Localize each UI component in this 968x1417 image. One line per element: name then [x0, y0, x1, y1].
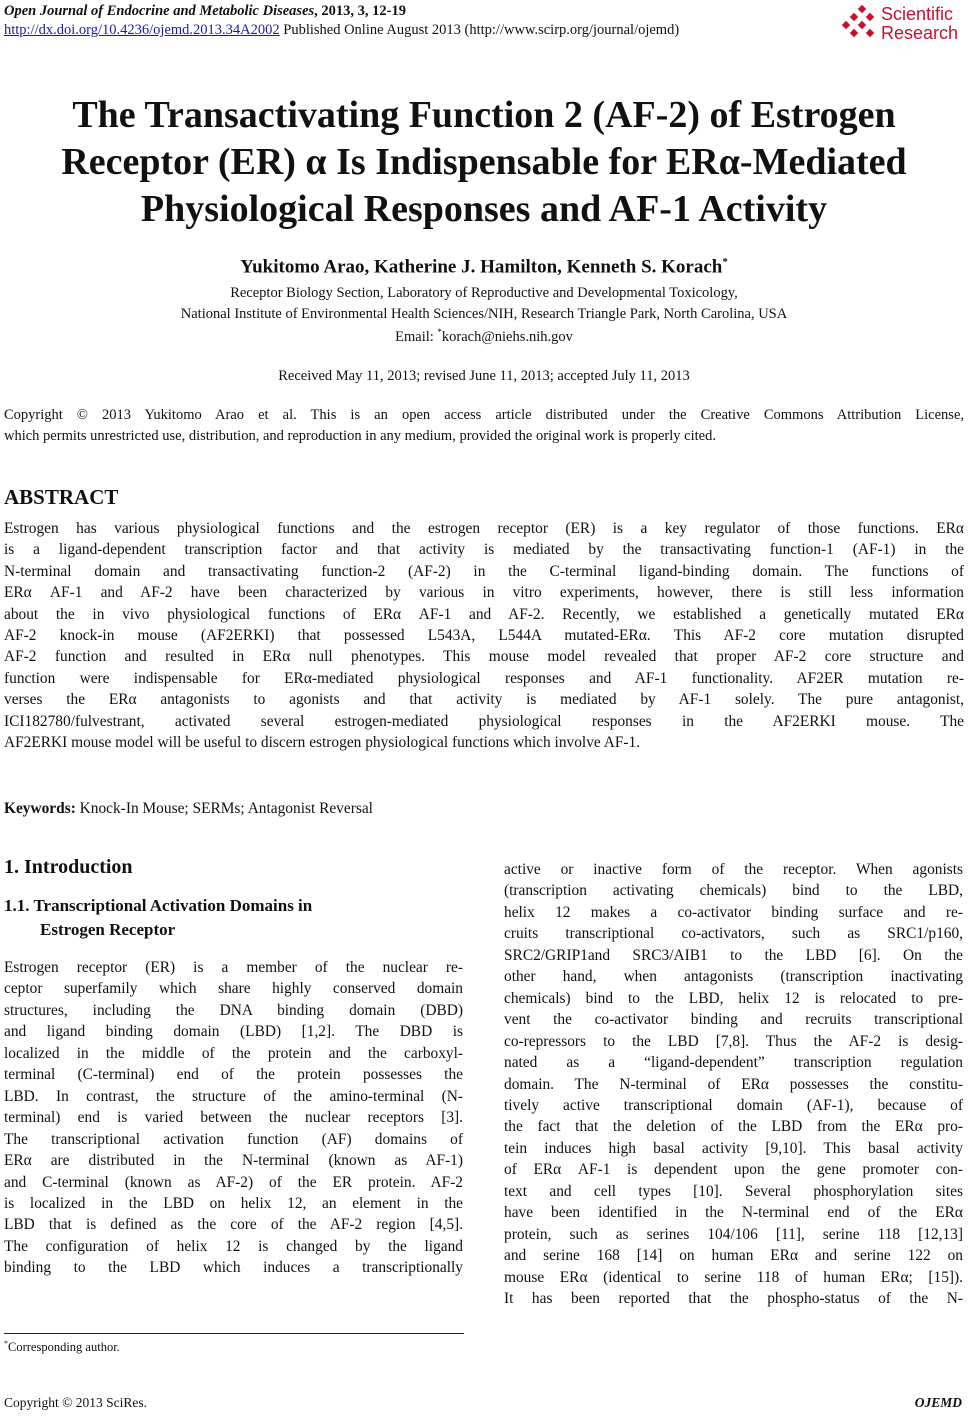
logo-diamond-mark: [858, 21, 866, 29]
body-line: (transcription activating chemicals) bind to the LBD,: [504, 882, 963, 900]
body-line: localized in the middle of the protein and the carboxyl-: [4, 1044, 463, 1062]
body-line: the fact that the deletion of the LBD from the ERα pro-: [504, 1118, 963, 1136]
logo-diamond-mark: [842, 21, 850, 29]
body-line: terminal (C-terminal) end of the protein possesses the: [4, 1066, 463, 1084]
journal-name: Open Journal of Endocrine and Metabolic Diseases: [4, 3, 315, 19]
affiliation-line: National Institute of Environmental Health Sciences/NIH, Research Triangle Park, North Carolina, USA: [180, 306, 788, 322]
body-line: ERα are distributed in the N-terminal (known as AF-1): [4, 1152, 463, 1170]
body-line: LBD. In contrast, the structure of the amino-terminal (N-: [4, 1087, 463, 1105]
corresponding-mark: *: [722, 256, 728, 268]
logo-diamond-mark: [850, 13, 858, 21]
body-line: vent the co-activator binding and recruits transcriptional: [504, 1011, 963, 1029]
body-line: text and cell types [10]. Several phosphorylation sites: [504, 1182, 963, 1200]
body-line: of ERα AF-1 is dependent upon the gene promoter con-: [504, 1161, 963, 1179]
footnote-mark: *: [4, 1339, 8, 1348]
body-line: protein, such as serines 104/106 [11], serine 118 [12,13]: [504, 1225, 963, 1243]
body-line: binding to the LBD which induces a transcriptionally: [4, 1259, 463, 1277]
right-column-text: [504, 859, 963, 1310]
copyright-line: which permits unrestricted use, distribution, and reproduction in any medium, provided the original work is properly cited.: [4, 428, 716, 444]
body-line: chemicals) bind to the LBD, helix 12 is relocated to pre-: [504, 989, 963, 1007]
abstract-body: [4, 518, 964, 753]
abstract-line: function were indispensable for ERα-mediated physiological responses and AF-1 functionality. AF2ER mutation re-: [4, 669, 964, 687]
volume-pages: , 2013, 3, 12-19: [314, 3, 407, 19]
body-line: ceptor superfamily which share highly conserved domain: [4, 980, 463, 998]
abstract-line: AF-2 knock-in mouse (AF2ERKI) that possessed L543A, L544A mutated-ERα. This AF-2 core mutation disrupted: [4, 627, 964, 645]
subsection-heading-continued: Estrogen Receptor: [40, 920, 176, 939]
copyright-notice: [4, 405, 964, 447]
body-line: The configuration of helix 12 is changed by the ligand: [4, 1237, 463, 1255]
logo-diamond-mark: [866, 13, 874, 21]
title-line: Receptor (ER) α Is Indispensable for ERα-Mediated: [61, 141, 907, 183]
abstract-line: is a ligand-dependent transcription factor and that activity is mediated by the transactivating function-1 (AF-1) in the: [4, 541, 964, 559]
published-online: Published Online August 2013 (http://www.scirp.org/journal/ojemd): [279, 22, 680, 38]
section-heading: 1. Introduction: [4, 856, 133, 878]
body-line: cruits transcriptional co-activators, such as SRC1/p160,: [504, 925, 963, 943]
email-line: [0, 327, 968, 346]
body-line: tively active transcriptional domain (AF-1), because of: [504, 1096, 963, 1114]
keywords-text: Knock-In Mouse; SERMs; Antagonist Reversal: [75, 800, 373, 817]
footer-copyright: Copyright © 2013 SciRes.: [4, 1395, 148, 1410]
abstract-line: N-terminal domain and transactivating function-2 (AF-2) in the C-terminal ligand-binding domain. The functions of: [4, 562, 964, 580]
body-line: and serine 168 [14] on human ERα and serine 122 on: [504, 1247, 963, 1265]
body-line: have been identified in the N-terminal end of the ERα: [504, 1204, 963, 1222]
body-line: is localized in the LBD on helix 12, an element in the: [4, 1194, 463, 1212]
keywords: [4, 800, 373, 818]
body-line: domain. The N-terminal of ERα possesses the constitu-: [504, 1075, 963, 1093]
abstract-heading: ABSTRACT: [4, 485, 119, 509]
body-line: and C-terminal (known as AF-2) of the ER protein. AF-2: [4, 1173, 463, 1191]
footnote-text: Corresponding author.: [8, 1340, 120, 1355]
body-line: LBD that is defined as the core of the AF-2 region [4,5].: [4, 1216, 463, 1234]
body-line: Estrogen receptor (ER) is a member of the nuclear re-: [4, 959, 463, 976]
body-line: mouse ERα (identical to serine 118 of human ERα; [15]).: [504, 1268, 963, 1286]
body-line: nated as a “ligand-dependent” transcription regulation: [504, 1054, 963, 1072]
body-line: SRC2/GRIP1and SRC3/AIB1 to the LBD [6]. On the: [504, 946, 963, 964]
email-mark: *: [437, 327, 442, 337]
body-line: co-repressors to the LBD [7,8]. Thus the AF-2 is desig-: [504, 1032, 963, 1050]
body-line: structures, including the DNA binding domain (DBD): [4, 1001, 463, 1019]
subsection-heading: 1.1. Transcriptional Activation Domains in: [4, 896, 313, 915]
logo-text-line-1: Scientific: [881, 4, 954, 24]
left-column-text: [4, 957, 463, 1279]
title-line: Physiological Responses and AF-1 Activity: [140, 188, 828, 230]
body-line: tein induces high basal activity [9,10]. This basal activity: [504, 1139, 963, 1157]
scientific-research-logo: [837, 4, 962, 44]
abstract-line: ICI182780/fulvestrant, activated several estrogen-mediated physiological responses in the AF2ERKI mouse. The: [4, 712, 964, 730]
authors-text: Yukitomo Arao, Katherine J. Hamilton, Kenneth S. Korach: [240, 256, 723, 278]
body-line: The transcriptional activation function (AF) domains of: [4, 1130, 463, 1148]
body-line: It has been reported that the phospho-status of the N-: [504, 1290, 963, 1308]
body-line: other hand, when antagonists (transcription inactivating: [504, 968, 963, 986]
footnote: [4, 1339, 120, 1355]
body-line: helix 12 makes a co-activator binding surface and re-: [504, 903, 963, 921]
abstract-line: AF2ERKI mouse model will be useful to discern estrogen physiological functions which involve AF-1.: [4, 734, 641, 752]
abstract-line: Estrogen has various physiological functions and the estrogen receptor (ER) is a key regulator of those functions. ERα: [4, 520, 964, 537]
article-title: [0, 92, 968, 233]
logo-text-line-2: Research: [881, 23, 959, 43]
abstract-line: ERα AF-1 and AF-2 have been characterized by various in vitro experiments, however, there is still less information: [4, 584, 964, 602]
abstract-line: about the in vivo physiological functions of ERα AF-1 and AF-2. Recently, we established a genetically mutated ERα: [4, 605, 964, 623]
footer-journal-abbrev: OJEMD: [914, 1395, 962, 1410]
body-line: terminal) end is varied between the nuclear receptors [3].: [4, 1109, 463, 1127]
body-line: active or inactive form of the receptor. When agonists: [504, 861, 963, 878]
logo-diamond-mark: [858, 5, 866, 13]
author-list: [0, 256, 968, 278]
affiliation-line: Receptor Biology Section, Laboratory of Reproductive and Developmental Toxicology,: [230, 285, 738, 301]
logo-diamond-mark: [850, 29, 858, 37]
journal-citation: [4, 3, 406, 20]
footnote-divider: [4, 1333, 464, 1334]
email-label: Email:: [395, 328, 438, 345]
abstract-line: verses the ERα antagonists to agonists and that activity is mediated by AF-1 solely. The pure antagonist,: [4, 691, 964, 709]
logo-diamond-mark: [866, 29, 874, 37]
doi-link[interactable]: http://dx.doi.org/10.4236/ojemd.2013.34A2002: [4, 22, 280, 38]
doi-line: [4, 22, 679, 39]
received-dates: Received May 11, 2013; revised June 11, 2013; accepted July 11, 2013: [278, 368, 690, 384]
title-line: The Transactivating Function 2 (AF-2) of Estrogen: [72, 94, 896, 136]
keywords-label: Keywords:: [4, 800, 76, 817]
email-address[interactable]: korach@niehs.nih.gov: [441, 328, 573, 345]
body-line: and ligand binding domain (LBD) [1,2]. The DBD is: [4, 1023, 463, 1041]
copyright-line: Copyright © 2013 Yukitomo Arao et al. This is an open access article distributed under the Creative Commons Attribution License,: [4, 407, 964, 423]
abstract-line: AF-2 function and resulted in ERα null phenotypes. This mouse model revealed that proper AF-2 core structure and: [4, 648, 964, 666]
